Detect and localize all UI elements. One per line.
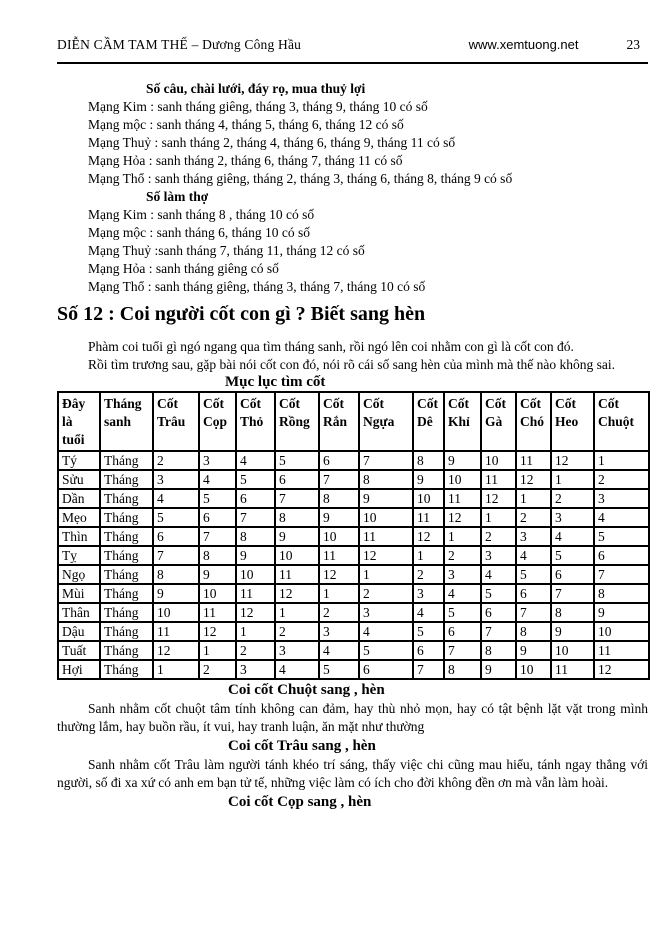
row-label-thang: Tháng [100,508,153,527]
month-cell: 8 [319,489,359,508]
month-cell: 9 [551,622,594,641]
column-header: Cốt Ngựa [359,392,413,451]
month-cell: 8 [594,584,649,603]
table-row [58,622,649,641]
month-cell: 7 [413,660,444,679]
month-cell: 8 [444,660,481,679]
table-row [58,489,649,508]
month-cell: 11 [153,622,199,641]
row-label-thang: Tháng [100,584,153,603]
section-fishing-heading: Số câu, chài lưới, đáy rọ, mua thuỷ lợi [146,81,366,96]
column-header: Cốt Trâu [153,392,199,451]
row-label-tuoi: Mẹo [58,508,100,527]
month-cell: 4 [275,660,319,679]
column-header: Cốt Khỉ [444,392,481,451]
column-header: Tháng sanh [100,392,153,451]
month-cell: 2 [444,546,481,565]
column-header: Cốt Rắn [319,392,359,451]
month-cell: 12 [275,584,319,603]
row-label-tuoi: Tuất [58,641,100,660]
month-cell: 7 [481,622,516,641]
month-cell: 12 [319,565,359,584]
month-cell: 9 [444,451,481,470]
row-label-tuoi: Sửu [58,470,100,489]
month-cell: 10 [359,508,413,527]
page-number: 23 [626,37,640,52]
month-cell: 6 [359,660,413,679]
table-row [58,603,649,622]
section-fishing-lines [57,98,648,188]
month-cell: 1 [275,603,319,622]
month-cell: 1 [359,565,413,584]
month-cell: 4 [319,641,359,660]
month-cell: 2 [551,489,594,508]
month-cell: 2 [413,565,444,584]
month-cell: 1 [516,489,551,508]
month-cell: 3 [319,622,359,641]
month-cell: 12 [444,508,481,527]
month-cell: 11 [516,451,551,470]
month-cell: 4 [444,584,481,603]
section12-title: Số 12 : Coi người cốt con gì ? Biết sang hèn [57,303,426,325]
month-cell: 8 [516,622,551,641]
month-cell: 12 [516,470,551,489]
cot-lookup-table [57,391,650,680]
table-row [58,641,649,660]
month-cell: 11 [444,489,481,508]
month-cell: 9 [319,508,359,527]
month-cell: 3 [153,470,199,489]
month-cell: 12 [236,603,275,622]
header-right [469,36,648,54]
mang-line: Mạng Thổ : sanh tháng giêng, tháng 3, tháng 7, tháng 10 có số [88,279,426,294]
table-row [58,527,649,546]
month-cell: 1 [444,527,481,546]
month-cell: 6 [444,622,481,641]
month-cell: 1 [319,584,359,603]
mang-line: Mạng Thuỷ : sanh tháng 2, tháng 4, tháng 6, tháng 9, tháng 11 có số [88,135,456,150]
cot-section-heading: Coi cốt Chuột sang , hèn [228,682,385,698]
month-cell: 5 [275,451,319,470]
month-cell: 5 [153,508,199,527]
table-row [58,546,649,565]
month-cell: 10 [275,546,319,565]
month-cell: 7 [444,641,481,660]
mang-line: Mạng Hỏa : sanh tháng giêng có số [88,261,279,276]
month-cell: 10 [594,622,649,641]
month-cell: 1 [413,546,444,565]
month-cell: 3 [199,451,236,470]
month-cell: 8 [275,508,319,527]
cot-table-title: Mục lục tìm cốt [225,374,326,390]
month-cell: 12 [594,660,649,679]
month-cell: 8 [359,470,413,489]
month-cell: 4 [594,508,649,527]
month-cell: 5 [319,660,359,679]
month-cell: 11 [199,603,236,622]
row-label-thang: Tháng [100,527,153,546]
section-craft-lines [57,206,648,296]
month-cell: 9 [153,584,199,603]
mang-line: Mạng Thổ : sanh tháng giêng, tháng 2, tháng 3, tháng 6, tháng 8, tháng 9 có số [88,171,513,186]
month-cell: 10 [516,660,551,679]
month-cell: 3 [551,508,594,527]
month-cell: 7 [319,470,359,489]
month-cell: 6 [413,641,444,660]
month-cell: 9 [359,489,413,508]
table-row [58,584,649,603]
month-cell: 1 [481,508,516,527]
month-cell: 3 [236,660,275,679]
cot-descriptions [57,682,648,811]
month-cell: 11 [359,527,413,546]
section12-paragraph-1: Phàm coi tuổi gì ngó ngang qua tìm tháng sanh, rồi ngó lên coi nhằm con gì là cốt con đó. [88,339,574,354]
month-cell: 1 [199,641,236,660]
month-cell: 9 [236,546,275,565]
month-cell: 10 [413,489,444,508]
table-header-row [58,392,649,451]
month-cell: 12 [481,489,516,508]
month-cell: 4 [236,451,275,470]
month-cell: 9 [199,565,236,584]
month-cell: 2 [153,451,199,470]
month-cell: 8 [413,451,444,470]
row-label-tuoi: Mùi [58,584,100,603]
row-label-tuoi: Ngọ [58,565,100,584]
row-label-tuoi: Thân [58,603,100,622]
cot-section-body: Sanh nhằm cốt chuột tâm tính không can đảm, hay thù nhỏ mọn, hay có tật bệnh lặt vặt trong mình thường lắm, hay buồn rầu, ít vui, hay tranh luận, ăn mặt như thường [57,701,648,734]
row-label-thang: Tháng [100,565,153,584]
table-body [58,451,649,679]
month-cell: 10 [551,641,594,660]
month-cell: 3 [594,489,649,508]
month-cell: 6 [551,565,594,584]
table-row [58,508,649,527]
month-cell: 7 [594,565,649,584]
month-cell: 5 [359,641,413,660]
month-cell: 11 [275,565,319,584]
month-cell: 2 [236,641,275,660]
month-cell: 9 [413,470,444,489]
month-cell: 2 [516,508,551,527]
month-cell: 5 [199,489,236,508]
month-cell: 1 [153,660,199,679]
header-rule [57,62,648,64]
cot-section-body: Sanh nhằm cốt Trâu làm người tánh khéo trí sáng, thấy việc chi cũng mau hiểu, tánh ngay thẳng với người, số đi xa xứ có anh em bạn tử tế, những việc làm có ích cho đời không đền ơn mà vẫn làm hoài. [57,757,648,790]
month-cell: 3 [275,641,319,660]
month-cell: 11 [551,660,594,679]
table-row [58,660,649,679]
month-cell: 2 [275,622,319,641]
row-label-thang: Tháng [100,451,153,470]
row-label-tuoi: Dần [58,489,100,508]
mang-line: Mạng Thuỷ :sanh tháng 7, tháng 11, tháng 12 có số [88,243,365,258]
row-label-tuoi: Tý [58,451,100,470]
month-cell: 6 [153,527,199,546]
month-cell: 2 [359,584,413,603]
month-cell: 9 [275,527,319,546]
month-cell: 3 [359,603,413,622]
month-cell: 4 [153,489,199,508]
website-url: www.xemtuong.net [468,37,579,52]
column-header: Cốt Rồng [275,392,319,451]
month-cell: 8 [199,546,236,565]
month-cell: 8 [481,641,516,660]
month-cell: 5 [516,565,551,584]
row-label-thang: Tháng [100,489,153,508]
row-label-thang: Tháng [100,622,153,641]
month-cell: 3 [413,584,444,603]
cot-section-heading: Coi cốt Trâu sang , hèn [228,738,376,754]
column-header: Cốt Chó [516,392,551,451]
row-label-tuoi: Thìn [58,527,100,546]
month-cell: 5 [551,546,594,565]
month-cell: 4 [359,622,413,641]
month-cell: 8 [153,565,199,584]
month-cell: 7 [236,508,275,527]
month-cell: 6 [481,603,516,622]
month-cell: 3 [481,546,516,565]
month-cell: 5 [444,603,481,622]
month-cell: 8 [236,527,275,546]
month-cell: 10 [444,470,481,489]
month-cell: 10 [319,527,359,546]
month-cell: 6 [199,508,236,527]
section12-paragraph-2: Rồi tìm trương sau, gặp bài nói cốt con đó, nói rõ cái số sang hèn của mình mà thế nào không sai. [88,357,615,372]
month-cell: 3 [516,527,551,546]
row-label-thang: Tháng [100,546,153,565]
row-label-thang: Tháng [100,470,153,489]
month-cell: 12 [199,622,236,641]
table-row [58,470,649,489]
month-cell: 3 [444,565,481,584]
month-cell: 12 [359,546,413,565]
table-row [58,451,649,470]
month-cell: 11 [594,641,649,660]
mang-line: Mạng mộc : sanh tháng 6, tháng 10 có số [88,225,310,240]
month-cell: 2 [481,527,516,546]
mang-line: Mạng Kim : sanh tháng 8 , tháng 10 có số [88,207,315,222]
month-cell: 4 [551,527,594,546]
cot-section-heading: Coi cốt Cọp sang , hèn [228,794,372,810]
column-header: Đây là tuổi [58,392,100,451]
month-cell: 7 [516,603,551,622]
row-label-thang: Tháng [100,660,153,679]
column-header: Cốt Chuột [594,392,649,451]
month-cell: 9 [516,641,551,660]
month-cell: 8 [551,603,594,622]
month-cell: 7 [199,527,236,546]
month-cell: 5 [236,470,275,489]
column-header: Cốt Cọp [199,392,236,451]
mang-line: Mạng Hỏa : sanh tháng 2, tháng 6, tháng 7, tháng 11 có số [88,153,403,168]
month-cell: 5 [481,584,516,603]
column-header: Cốt Gà [481,392,516,451]
month-cell: 10 [481,451,516,470]
mang-line: Mạng Kim : sanh tháng giêng, tháng 3, tháng 9, tháng 10 có số [88,99,428,114]
month-cell: 1 [551,470,594,489]
month-cell: 7 [551,584,594,603]
month-cell: 4 [199,470,236,489]
row-label-tuoi: Tỵ [58,546,100,565]
month-cell: 6 [594,546,649,565]
month-cell: 9 [594,603,649,622]
column-header: Cốt Thỏ [236,392,275,451]
month-cell: 7 [275,489,319,508]
month-cell: 11 [236,584,275,603]
page-header [57,36,648,54]
month-cell: 1 [594,451,649,470]
month-cell: 6 [319,451,359,470]
month-cell: 1 [236,622,275,641]
month-cell: 12 [413,527,444,546]
row-label-thang: Tháng [100,603,153,622]
column-header: Cốt Heo [551,392,594,451]
month-cell: 5 [413,622,444,641]
section-craft-heading: Số làm thợ [146,189,209,204]
month-cell: 11 [319,546,359,565]
table-row [58,565,649,584]
month-cell: 5 [594,527,649,546]
row-label-tuoi: Hợi [58,660,100,679]
month-cell: 6 [275,470,319,489]
row-label-tuoi: Dậu [58,622,100,641]
month-cell: 11 [413,508,444,527]
row-label-thang: Tháng [100,641,153,660]
month-cell: 11 [481,470,516,489]
month-cell: 7 [153,546,199,565]
month-cell: 12 [153,641,199,660]
month-cell: 10 [199,584,236,603]
month-cell: 6 [236,489,275,508]
month-cell: 9 [481,660,516,679]
column-header: Cốt Dê [413,392,444,451]
month-cell: 12 [551,451,594,470]
month-cell: 10 [236,565,275,584]
month-cell: 7 [359,451,413,470]
month-cell: 2 [199,660,236,679]
month-cell: 2 [594,470,649,489]
month-cell: 6 [516,584,551,603]
month-cell: 4 [516,546,551,565]
book-title: DIỄN CẦM TAM THẾ – Dương Công Hầu [57,37,302,52]
month-cell: 10 [153,603,199,622]
mang-line: Mạng mộc : sanh tháng 4, tháng 5, tháng 6, tháng 12 có số [88,117,404,132]
month-cell: 4 [413,603,444,622]
month-cell: 2 [319,603,359,622]
month-cell: 4 [481,565,516,584]
